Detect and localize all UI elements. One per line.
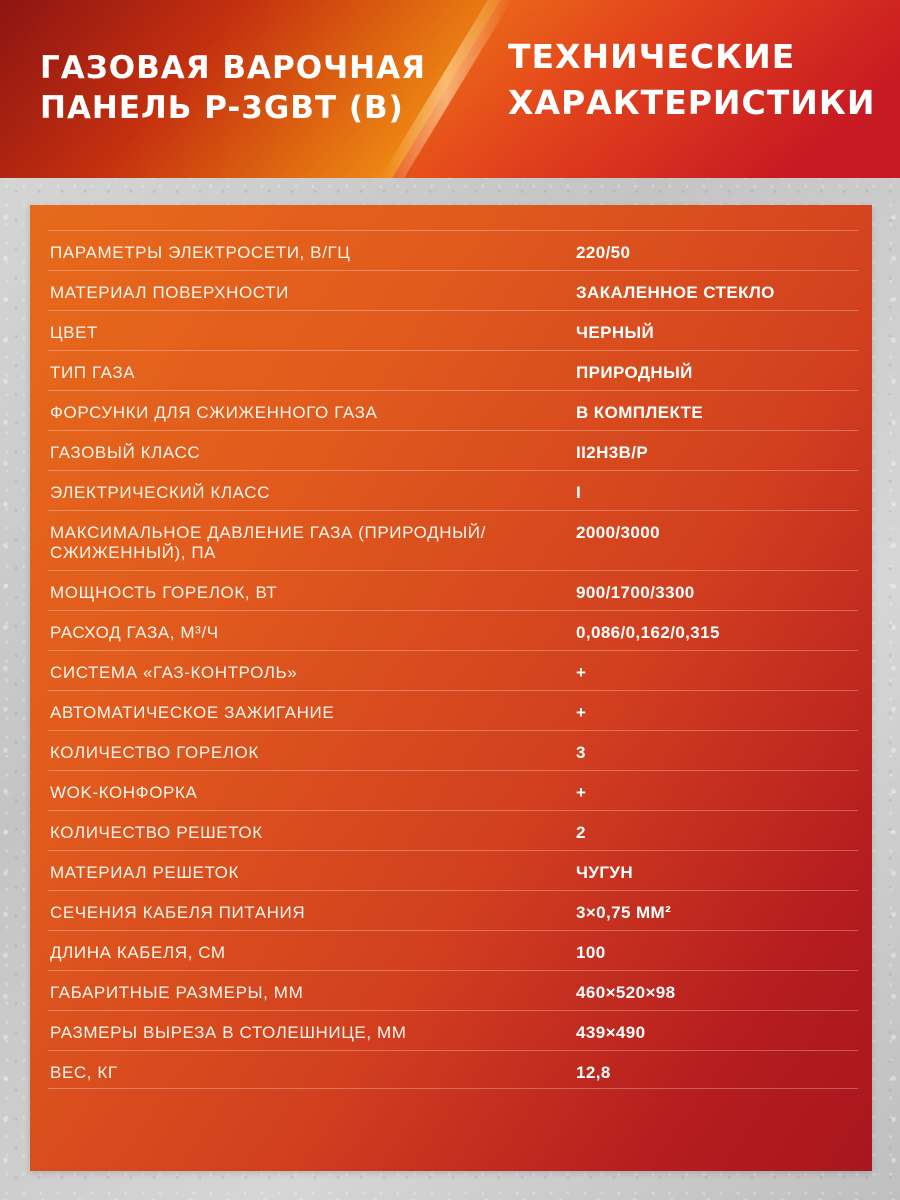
spec-row xyxy=(48,930,858,970)
spec-label: МАТЕРИАЛ РЕШЕТОК xyxy=(50,863,239,882)
spec-value: II2H3B/P xyxy=(576,443,649,462)
spec-row xyxy=(48,610,858,650)
spec-label: ДЛИНА КАБЕЛЯ, СМ xyxy=(50,943,226,962)
spec-label: РАСХОД ГАЗА, М³/Ч xyxy=(50,623,219,642)
spec-row xyxy=(48,850,858,890)
specs-table xyxy=(48,230,858,1090)
spec-row xyxy=(48,510,858,570)
spec-label: ПАРАМЕТРЫ ЭЛЕКТРОСЕТИ, В/ГЦ xyxy=(50,243,351,262)
spec-value: В КОМПЛЕКТЕ xyxy=(576,403,704,422)
spec-label: WOK-КОНФОРКА xyxy=(50,783,198,802)
spec-row xyxy=(48,270,858,310)
spec-label: МАКСИМАЛЬНОЕ ДАВЛЕНИЕ ГАЗА (ПРИРОДНЫЙ/СЖИЖЕННЫЙ), ПА xyxy=(50,523,486,562)
spec-row xyxy=(48,350,858,390)
spec-label: ЭЛЕКТРИЧЕСКИЙ КЛАСС xyxy=(50,483,270,502)
spec-value: 220/50 xyxy=(576,243,631,262)
header-banner xyxy=(0,0,900,178)
spec-value: 2000/3000 xyxy=(576,523,660,542)
product-title: ГАЗОВАЯ ВАРОЧНАЯ ПАНЕЛЬ P-3GBT (B) xyxy=(40,50,426,126)
spec-label: ФОРСУНКИ ДЛЯ СЖИЖЕННОГО ГАЗА xyxy=(50,403,378,422)
spec-label: ГАЗОВЫЙ КЛАСС xyxy=(50,443,201,462)
spec-value: 439×490 xyxy=(576,1023,646,1042)
spec-label: СИСТЕМА «ГАЗ-КОНТРОЛЬ» xyxy=(50,663,298,682)
spec-label: ГАБАРИТНЫЕ РАЗМЕРЫ, ММ xyxy=(50,983,304,1002)
spec-label: ТИП ГАЗА xyxy=(50,363,136,382)
spec-row xyxy=(48,810,858,850)
spec-value: 3 xyxy=(576,743,586,762)
spec-value: 900/1700/3300 xyxy=(576,583,695,602)
spec-value: + xyxy=(576,783,587,802)
spec-value: ЧЕРНЫЙ xyxy=(576,323,655,342)
specs-bottom-divider xyxy=(48,1088,858,1089)
spec-label: КОЛИЧЕСТВО РЕШЕТОК xyxy=(50,823,263,842)
spec-label: АВТОМАТИЧЕСКОЕ ЗАЖИГАНИЕ xyxy=(50,703,335,722)
spec-value: + xyxy=(576,663,587,682)
section-title: ТЕХНИЧЕСКИЕ ХАРАКТЕРИСТИКИ xyxy=(508,37,876,122)
spec-row xyxy=(48,430,858,470)
spec-row xyxy=(48,890,858,930)
spec-label: МАТЕРИАЛ ПОВЕРХНОСТИ xyxy=(50,283,289,302)
spec-row xyxy=(48,230,858,270)
spec-label: КОЛИЧЕСТВО ГОРЕЛОК xyxy=(50,743,259,762)
specs-card xyxy=(30,205,872,1171)
spec-row xyxy=(48,390,858,430)
spec-value: + xyxy=(576,703,587,722)
spec-label: ЦВЕТ xyxy=(50,323,99,342)
spec-row xyxy=(48,970,858,1010)
spec-row xyxy=(48,770,858,810)
spec-value: 100 xyxy=(576,943,606,962)
spec-row xyxy=(48,650,858,690)
spec-value: 3×0,75 ММ² xyxy=(576,903,672,922)
spec-value: I xyxy=(576,483,582,502)
spec-label: СЕЧЕНИЯ КАБЕЛЯ ПИТАНИЯ xyxy=(50,903,306,922)
spec-row xyxy=(48,1050,858,1090)
spec-value: 2 xyxy=(576,823,586,842)
spec-value: 0,086/0,162/0,315 xyxy=(576,623,720,642)
spec-value: ЧУГУН xyxy=(576,863,634,882)
spec-row xyxy=(48,310,858,350)
spec-row xyxy=(48,570,858,610)
spec-label: МОЩНОСТЬ ГОРЕЛОК, ВТ xyxy=(50,583,278,602)
spec-value: ЗАКАЛЕННОЕ СТЕКЛО xyxy=(576,283,775,302)
spec-value: ПРИРОДНЫЙ xyxy=(576,363,693,382)
spec-row xyxy=(48,730,858,770)
spec-label: ВЕС, КГ xyxy=(50,1063,118,1082)
spec-value: 460×520×98 xyxy=(576,983,676,1002)
spec-row xyxy=(48,470,858,510)
spec-row xyxy=(48,1010,858,1050)
spec-value: 12,8 xyxy=(576,1063,611,1082)
spec-row xyxy=(48,690,858,730)
spec-label: РАЗМЕРЫ ВЫРЕЗА В СТОЛЕШНИЦЕ, ММ xyxy=(50,1023,407,1042)
